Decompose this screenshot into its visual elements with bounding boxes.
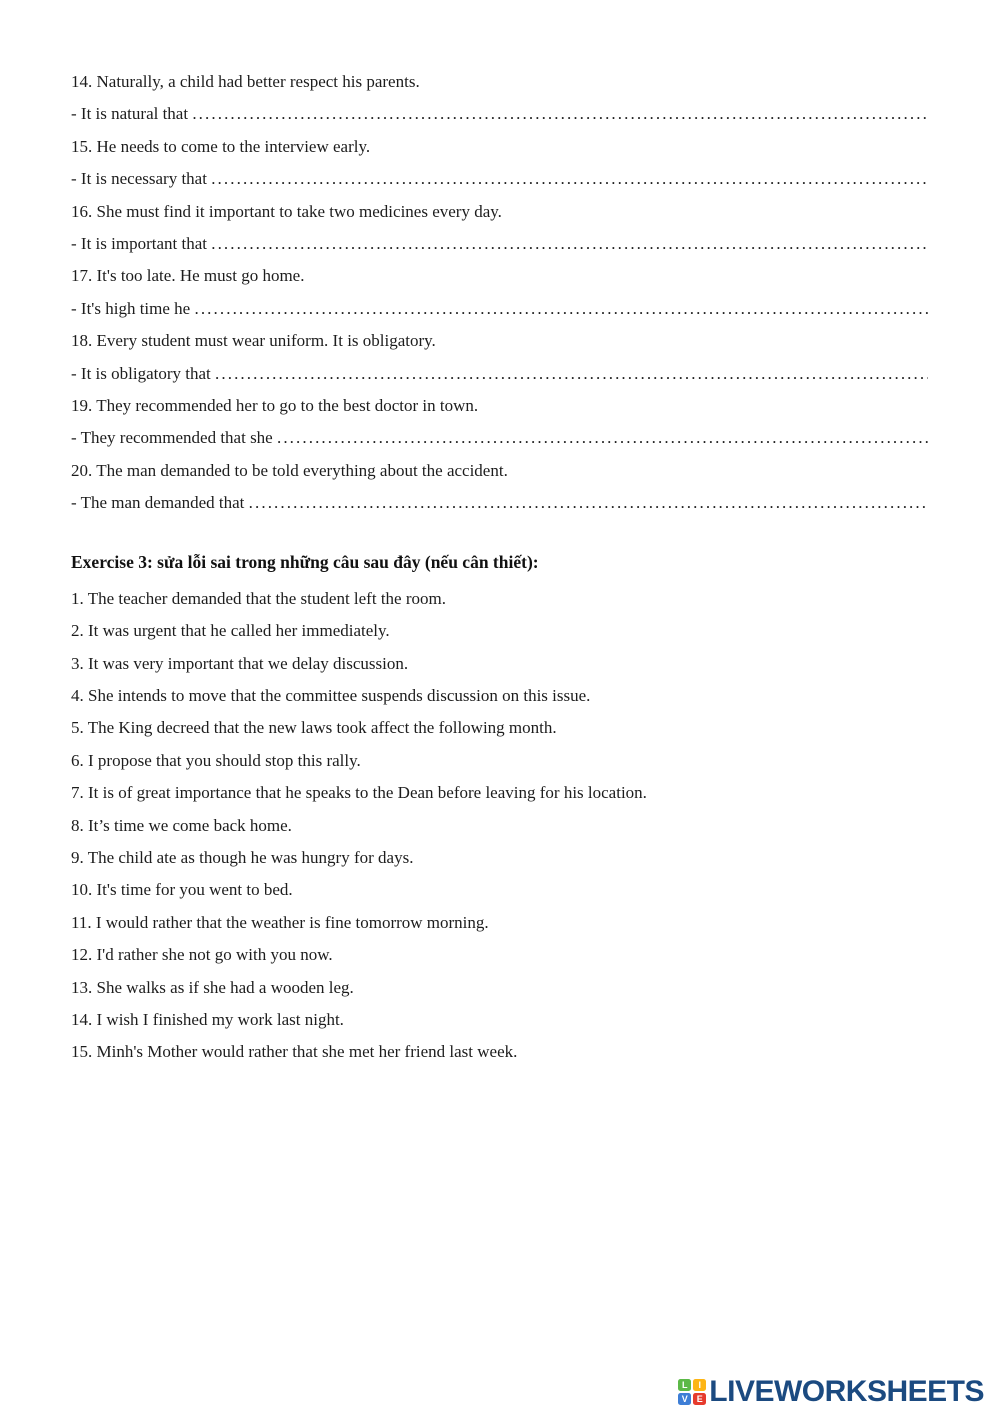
rewrite-prefix: - It is natural that bbox=[71, 104, 193, 124]
sentence: 7. It is of great importance that he speaks to the Dean before leaving for his location. bbox=[71, 783, 647, 803]
sentence: 5. The King decreed that the new laws took affect the following month. bbox=[71, 718, 557, 738]
rewrite-prefix: - The man demanded that bbox=[71, 493, 249, 513]
sentence: 3. It was very important that we delay discussion. bbox=[71, 653, 409, 673]
sentence: 1. The teacher demanded that the student left the room. bbox=[71, 588, 446, 608]
logo-square-i: I bbox=[693, 1379, 706, 1391]
dotted-answer-blank[interactable] bbox=[211, 163, 928, 195]
rewrite-line bbox=[71, 228, 928, 260]
sentence-prompt: 18. Every student must wear uniform. It is obligatory. bbox=[71, 331, 436, 351]
rewrite-prefix: - It is obligatory that bbox=[71, 363, 216, 383]
rewrite-line bbox=[71, 358, 928, 390]
logo-square-v: V bbox=[678, 1393, 691, 1405]
sentence-prompt: 20. The man demanded to be told everything about the accident. bbox=[71, 460, 508, 480]
liveworksheets-logo[interactable] bbox=[678, 1377, 984, 1407]
rewrite-line bbox=[71, 422, 928, 454]
rewrite-line bbox=[71, 487, 928, 519]
dotted-answer-blank[interactable] bbox=[249, 487, 928, 519]
dotted-answer-blank[interactable] bbox=[277, 422, 928, 454]
dotted-answer-blank[interactable] bbox=[194, 293, 928, 325]
dotted-answer-blank[interactable] bbox=[215, 358, 928, 390]
sentence-prompt: 16. She must find it important to take two medicines every day. bbox=[71, 201, 502, 221]
sentence-prompt: 19. They recommended her to go to the best doctor in town. bbox=[71, 395, 479, 415]
dotted-answer-blank[interactable] bbox=[192, 98, 928, 130]
logo-square-e: E bbox=[693, 1393, 706, 1405]
rewrite-line bbox=[71, 293, 928, 325]
logo-wordmark: LIVEWORKSHEETS bbox=[709, 1375, 984, 1408]
logo-grid-icon bbox=[678, 1379, 706, 1405]
sentence: 6. I propose that you should stop this rally. bbox=[71, 750, 361, 770]
logo-square-l: L bbox=[678, 1379, 691, 1391]
exercise2-items bbox=[71, 66, 928, 519]
sentence: 2. It was urgent that he called her immediately. bbox=[71, 621, 390, 641]
sentence-prompt: 17. It's too late. He must go home. bbox=[71, 266, 305, 286]
sentence: 8. It’s time we come back home. bbox=[71, 815, 292, 835]
dotted-answer-blank[interactable] bbox=[211, 228, 928, 260]
exercise3-items bbox=[71, 583, 928, 1069]
sentence: 11. I would rather that the weather is fine tomorrow morning. bbox=[71, 912, 489, 932]
rewrite-prefix: - It's high time he bbox=[71, 298, 195, 318]
sentence: 12. I'd rather she not go with you now. bbox=[71, 945, 333, 965]
worksheet-content bbox=[71, 66, 928, 1069]
rewrite-prefix: - They recommended that she bbox=[71, 428, 277, 448]
sentence-prompt: 15. He needs to come to the interview early. bbox=[71, 136, 371, 156]
sentence-prompt: 14. Naturally, a child had better respect his parents. bbox=[71, 72, 420, 91]
rewrite-prefix: - It is important that bbox=[71, 233, 212, 253]
exercise3-heading: Exercise 3: sửa lỗi sai trong những câu sau đây (nếu cân thiết): bbox=[71, 552, 539, 573]
sentence: 13. She walks as if she had a wooden leg. bbox=[71, 977, 354, 997]
rewrite-prefix: - It is necessary that bbox=[71, 169, 212, 189]
sentence: 15. Minh's Mother would rather that she met her friend last week. bbox=[71, 1042, 518, 1062]
sentence: 4. She intends to move that the committee suspends discussion on this issue. bbox=[71, 686, 591, 706]
sentence: 10. It's time for you went to bed. bbox=[71, 880, 293, 900]
sentence: 9. The child ate as though he was hungry for days. bbox=[71, 847, 414, 867]
rewrite-line bbox=[71, 98, 928, 130]
sentence: 14. I wish I finished my work last night. bbox=[71, 1009, 344, 1029]
rewrite-line bbox=[71, 163, 928, 195]
